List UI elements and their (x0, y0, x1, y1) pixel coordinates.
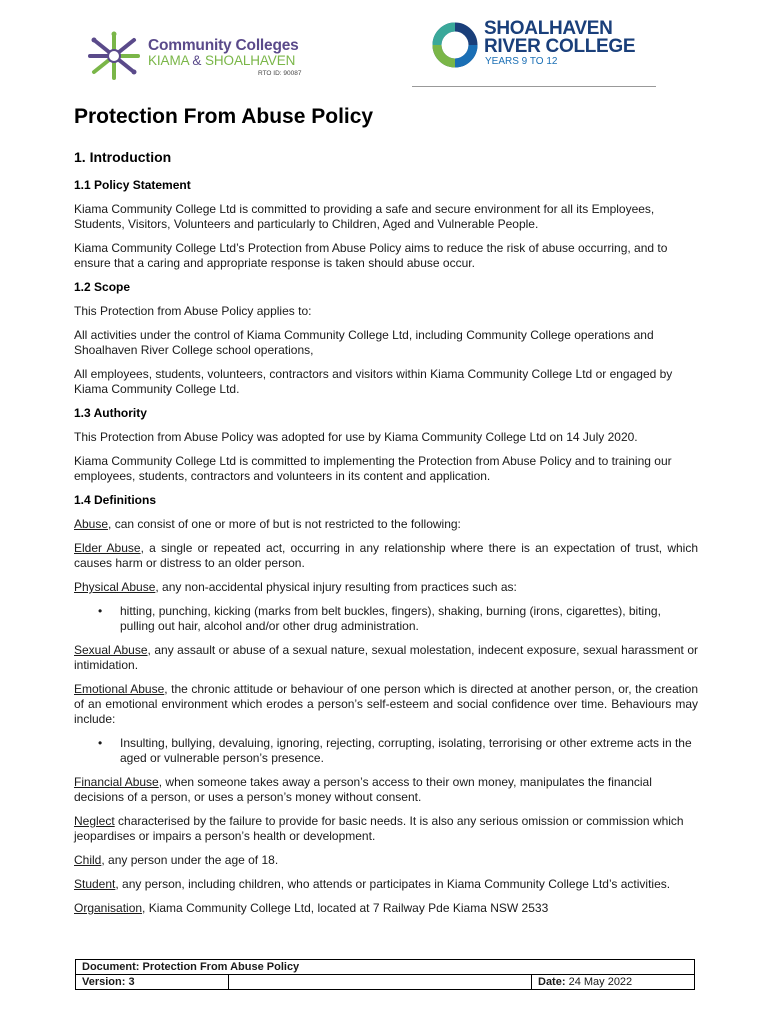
paragraph: All employees, students, volunteers, contractors and visitors within Kiama Community College Ltd or engaged by Kiama Community College Ltd. (74, 367, 673, 396)
definition-student: Student, any person, including children, who attends or participates in Kiama Community College Ltd’s activities. (74, 877, 671, 891)
list-item: • Insulting, bullying, devaluing, ignoring, rejecting, corrupting, isolating, terrorising or other extreme acts in the aged or vulnerable person’s presence. (98, 736, 692, 765)
cc-logo-location: KIAMA & SHOALHAVEN (148, 53, 296, 68)
footer-document-cell: Document: Protection From Abuse Policy (76, 960, 695, 975)
cc-rto-id: RTO ID: 90087 (258, 70, 302, 77)
definition-term: Elder Abuse (74, 541, 141, 555)
section-heading-introduction: 1. Introduction (74, 149, 172, 165)
definition-term: Sexual Abuse (74, 643, 148, 657)
definition-term: Emotional Abuse (74, 682, 165, 696)
definition-term: Organisation (74, 901, 143, 915)
definition-child: Child, any person under the age of 18. (74, 853, 279, 867)
list-item: • hitting, punching, kicking (marks from belt buckles, fingers), shaking, burning (irons, cigarettes), biting, pulling out hair, alcohol and/or other drug administration. (98, 604, 661, 633)
footer-date-cell: Date: 24 May 2022 (532, 975, 695, 990)
community-colleges-logo (86, 30, 316, 82)
subheading-policy-statement: 1.1 Policy Statement (74, 178, 191, 192)
subheading-authority: 1.3 Authority (74, 406, 147, 420)
paragraph: Kiama Community College Ltd is committed to providing a safe and secure environment for all its Employees, Students, Visitors, Volunteers and particularly to Children, Aged and Vulnerable People. (74, 202, 655, 231)
footer-version-cell: Version: 3 (76, 975, 229, 990)
definition-physical-abuse: Physical Abuse, any non-accidental physical injury resulting from practices such as: (74, 580, 517, 594)
definition-term: Student (74, 877, 116, 891)
definition-organisation: Organisation, Kiama Community College Ltd, located at 7 Railway Pde Kiama NSW 2533 (74, 901, 549, 915)
subheading-scope: 1.2 Scope (74, 280, 131, 294)
document-body (74, 104, 698, 925)
definition-term: Child (74, 853, 102, 867)
page-title: Protection From Abuse Policy (74, 105, 374, 128)
subheading-definitions: 1.4 Definitions (74, 493, 157, 507)
definition-financial-abuse: Financial Abuse, when someone takes away a person’s access to their own money, manipulates the financial decisions of a person, or uses a person’s money without consent. (74, 775, 652, 804)
definition-abuse: Abuse, can consist of one or more of but is not restricted to the following: (74, 517, 461, 531)
bullet-icon: • (98, 604, 103, 618)
document-footer-table (75, 959, 695, 990)
definition-term: Neglect (74, 814, 115, 828)
definition-term: Abuse (74, 517, 109, 531)
definition-emotional-abuse: Emotional Abuse, the chronic attitude or behaviour of one person which is directed at another person, or, the creation of an emotional environment which erodes a person’s self-esteem and social confidence over time. Behaviours may include: (74, 682, 698, 726)
shoalhaven-ring-icon (430, 20, 480, 70)
footer-empty-cell (229, 975, 532, 990)
table-row (76, 960, 695, 975)
paragraph: This Protection from Abuse Policy applies to: (74, 304, 312, 318)
definition-term: Physical Abuse (74, 580, 156, 594)
src-logo-years: YEARS 9 TO 12 (485, 56, 558, 67)
table-row (76, 975, 695, 990)
shoalhaven-river-college-logo (430, 16, 660, 72)
paragraph: Kiama Community College Ltd’s Protection from Abuse Policy aims to reduce the risk of abuse occurring, and to ensure that a caring and appropriate response is taken should abuse occur. (74, 241, 668, 270)
cc-logo-name: Community Colleges (148, 37, 299, 54)
definition-term: Financial Abuse (74, 775, 159, 789)
src-logo-line1: SHOALHAVEN (484, 18, 613, 39)
definition-sexual-abuse: Sexual Abuse, any assault or abuse of a sexual nature, sexual molestation, indecent exposure, sexual harassment or intimidation. (74, 643, 698, 672)
paragraph: This Protection from Abuse Policy was adopted for use by Kiama Community College Ltd on 14 July 2020. (74, 430, 638, 444)
paragraph: All activities under the control of Kiama Community College Ltd, including Community College operations and Shoalhaven River College school operations, (74, 328, 654, 357)
definition-neglect: Neglect characterised by the failure to provide for basic needs. It is also any serious omission or commission which jeopardises or impairs a person’s health or development. (74, 814, 684, 843)
bullet-icon: • (98, 736, 103, 750)
community-colleges-emblem-icon (86, 30, 142, 82)
definition-elder-abuse: Elder Abuse, a single or repeated act, occurring in any relationship where there is an expectation of trust, which causes harm or distress to an older person. (74, 541, 699, 570)
paragraph: Kiama Community College Ltd is committed to implementing the Protection from Abuse Policy and to training our employees, students, contractors and volunteers in its content and application. (74, 454, 672, 483)
src-logo-line2: RIVER COLLEGE (484, 36, 636, 57)
header-divider (412, 86, 656, 87)
